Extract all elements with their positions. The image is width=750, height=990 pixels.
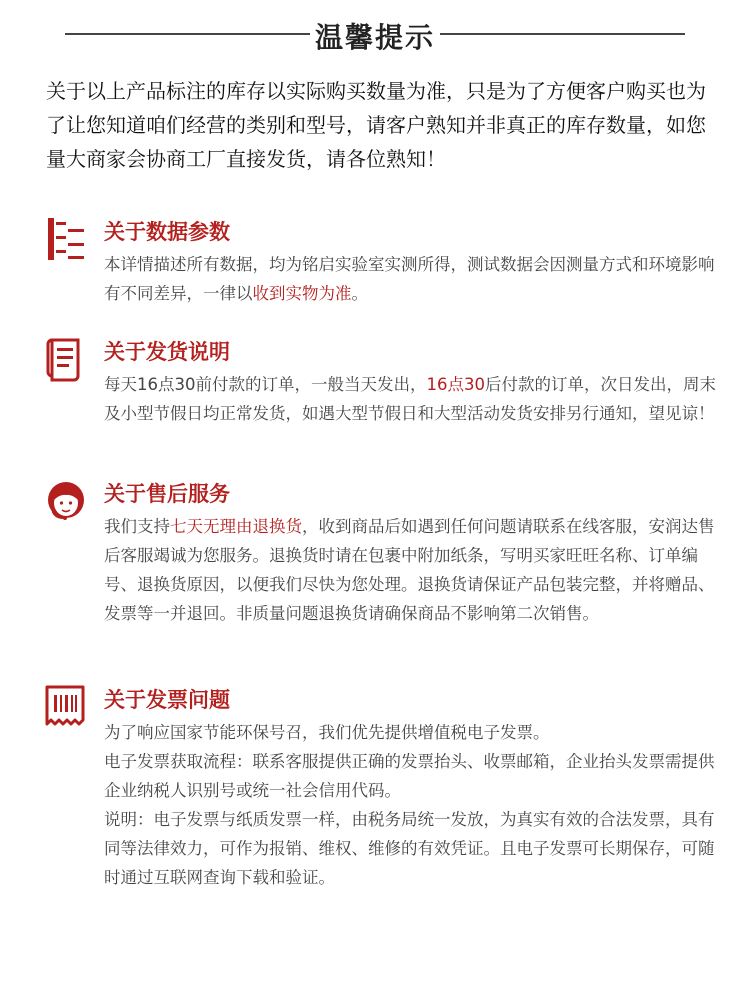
invoice-icon — [44, 684, 86, 726]
title-divider-right — [440, 33, 685, 35]
section-body — [104, 250, 720, 308]
intro-paragraph: 关于以上产品标注的库存以实际购买数量为准，只是为了方便客户购买也为了让您知道咱们经营的类别和型号，请客户熟知并非真正的库存数量，如您量大商家会协商工厂直接发货，请各位熟知！ — [46, 79, 706, 171]
section-title: 关于售后服务 — [104, 482, 230, 506]
body-text: 本详情描述所有数据，均为铭启实验室实测所得，测试数据会因测量方式和环境影响有不同差异，一律以 — [104, 255, 715, 303]
body-text: 后付款的订单，次日发出，周末及小型节假日均正常发货，如遇大型节假日和大型活动发货安排另行通知，望见谅！ — [104, 375, 716, 423]
body-text: 。 — [351, 284, 368, 303]
invoice-paragraph: 说明：电子发票与纸质发票一样，由税务局统一发放，为真实有效的合法发票，具有同等法律效力，可作为报销、维权、维修的有效凭证。且电子发票可长期保存，可随时通过互联网查询下载和验证。 — [104, 810, 715, 887]
body-text: 我们支持 — [104, 517, 170, 536]
customer-service-icon — [44, 478, 86, 520]
section-body — [104, 718, 720, 892]
section-title: 关于发货说明 — [104, 340, 230, 364]
section-title: 关于数据参数 — [104, 220, 230, 244]
document-icon — [44, 336, 86, 378]
body-text: 每天16点30前付款的订单，一般当天发出， — [104, 375, 427, 394]
section-body — [104, 370, 720, 428]
section-title: 关于发票问题 — [104, 688, 230, 712]
highlight-text: 16点30 — [426, 375, 485, 394]
data-list-icon — [44, 216, 86, 258]
section-body — [104, 512, 720, 628]
invoice-paragraph: 电子发票获取流程：联系客服提供正确的发票抬头、收票邮箱，企业抬头发票需提供企业纳税人识别号或统一社会信用代码。 — [104, 752, 715, 800]
title-divider-left — [65, 33, 310, 35]
highlight-text: 七天无理由退换货 — [170, 517, 302, 536]
invoice-paragraph: 为了响应国家节能环保号召，我们优先提供增值税电子发票。 — [104, 723, 550, 742]
highlight-text: 收到实物为准 — [252, 284, 352, 303]
body-text: ，收到商品后如遇到任何问题请联系在线客服，安润达售后客服竭诚为您服务。退换货时请在包裹中附加纸条，写明买家旺旺名称、订单编号、退换货原因，以便我们尽快为您处理。退换货请保证产品包装完整，并将赠品、发票等一并退回。非质量问题退换货请确保商品不影响第二次销售。 — [104, 517, 715, 623]
page-title: 温馨提示 — [314, 21, 435, 54]
header — [0, 14, 750, 54]
